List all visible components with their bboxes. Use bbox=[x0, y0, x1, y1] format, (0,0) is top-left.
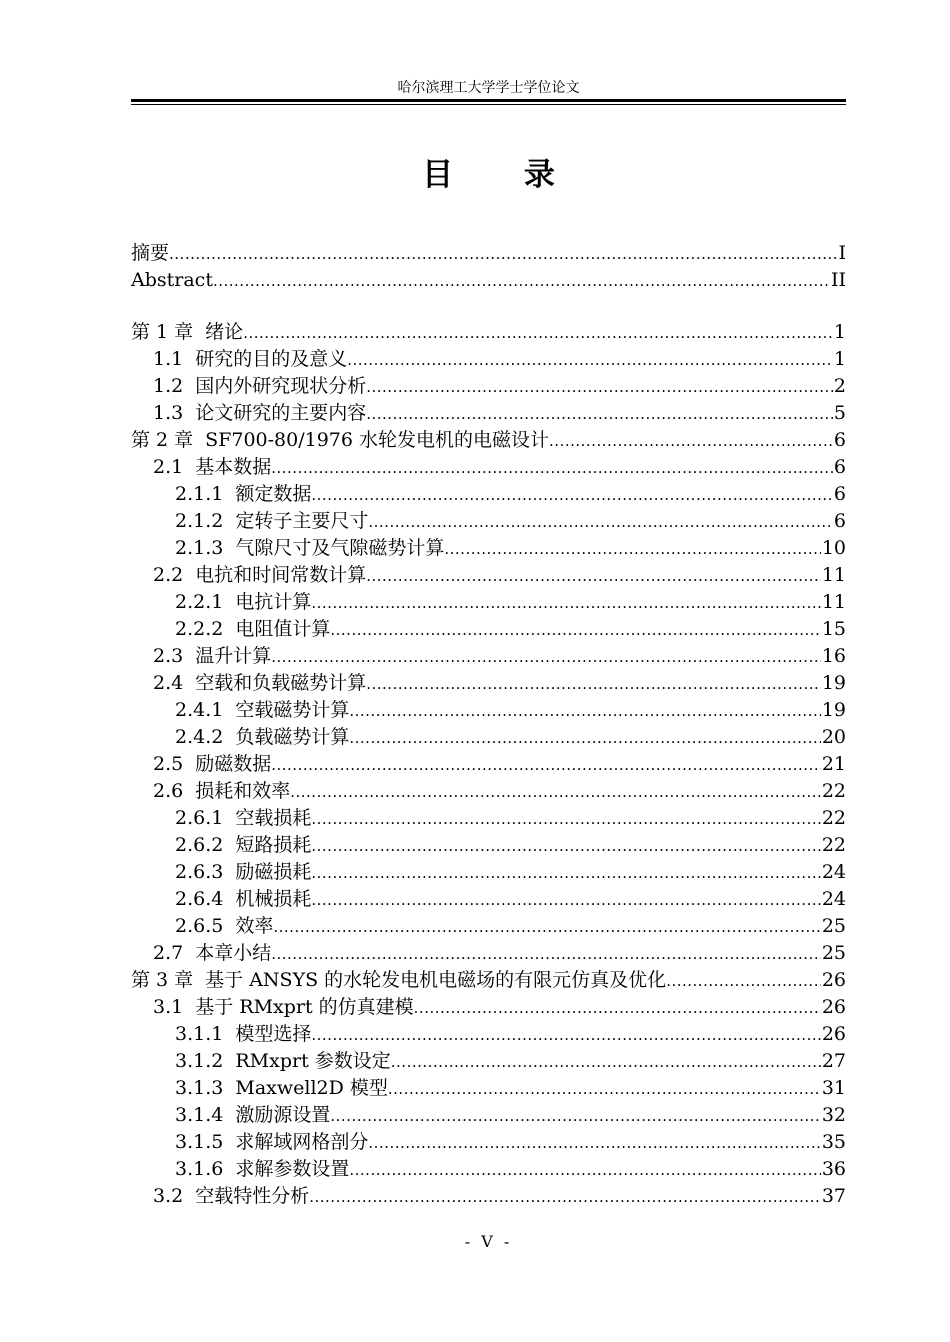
toc-entry[interactable] bbox=[131, 913, 846, 940]
toc-entry-number: 3.1.2 bbox=[175, 1050, 224, 1072]
toc-entry-number: 3.1.5 bbox=[175, 1131, 224, 1153]
toc-entry[interactable] bbox=[131, 1183, 846, 1210]
toc-entry-label: 额定数据 bbox=[235, 483, 312, 505]
toc-entry-page: I bbox=[838, 242, 846, 264]
toc-entry[interactable] bbox=[131, 346, 846, 373]
toc-dot-leader bbox=[311, 1022, 820, 1049]
toc-entry-label: 电抗和时间常数计算 bbox=[195, 564, 367, 586]
toc-dot-leader bbox=[311, 590, 820, 617]
toc-entry[interactable] bbox=[131, 751, 846, 778]
toc-dot-leader bbox=[666, 968, 821, 995]
toc-entry[interactable] bbox=[131, 535, 846, 562]
toc-dot-leader bbox=[366, 563, 821, 590]
toc-entry-page: 6 bbox=[833, 483, 846, 505]
toc-entry-number: 1.1 bbox=[153, 348, 184, 370]
toc-entry-label: 本章小结 bbox=[195, 942, 272, 964]
toc-entry-number: 2.6.1 bbox=[175, 807, 224, 829]
toc-dot-leader bbox=[549, 428, 833, 455]
toc-entry[interactable] bbox=[131, 805, 846, 832]
toc-entry[interactable] bbox=[131, 1102, 846, 1129]
toc-entry-number: 第 3 章 bbox=[131, 969, 194, 991]
toc-entry[interactable] bbox=[131, 994, 846, 1021]
toc-entry-page: 37 bbox=[821, 1185, 846, 1207]
toc-entry-label: 定转子主要尺寸 bbox=[235, 510, 369, 532]
toc-entry[interactable] bbox=[131, 1021, 846, 1048]
toc-entry-page: 26 bbox=[821, 1023, 846, 1045]
toc-entry-number: 3.1.6 bbox=[175, 1158, 224, 1180]
toc-dot-leader bbox=[368, 509, 833, 536]
toc-dot-leader bbox=[349, 1157, 820, 1184]
toc-entry-page: 19 bbox=[821, 699, 846, 721]
toc-entry[interactable] bbox=[131, 1075, 846, 1102]
toc-dot-leader bbox=[271, 941, 821, 968]
toc-entry-page: 35 bbox=[821, 1131, 846, 1153]
toc-dot-leader bbox=[311, 860, 820, 887]
toc-entry-label: 空载特性分析 bbox=[195, 1185, 310, 1207]
toc-entry-number: 第 1 章 bbox=[131, 321, 194, 343]
toc-dot-leader bbox=[271, 752, 821, 779]
toc-entry-number: 3.1.1 bbox=[175, 1023, 224, 1045]
toc-dot-leader bbox=[309, 1184, 821, 1211]
toc-entry[interactable] bbox=[131, 481, 846, 508]
toc-entry[interactable] bbox=[131, 373, 846, 400]
toc-entry-number: 2.1 bbox=[153, 456, 184, 478]
toc-entry-number: 2.2.2 bbox=[175, 618, 224, 640]
toc-entry[interactable] bbox=[131, 697, 846, 724]
toc-entry[interactable] bbox=[131, 562, 846, 589]
toc-dot-leader bbox=[290, 779, 821, 806]
toc-entry-label: 空载和负载磁势计算 bbox=[195, 672, 367, 694]
toc-entry[interactable] bbox=[131, 967, 846, 994]
toc-dot-leader bbox=[349, 725, 820, 752]
toc-entry-page: 10 bbox=[821, 537, 846, 559]
header-rule-thin bbox=[131, 104, 846, 105]
toc-entry-label: SF700-80/1976 水轮发电机的电磁设计 bbox=[205, 429, 550, 451]
toc-entry[interactable] bbox=[131, 454, 846, 481]
toc-entry-label: 温升计算 bbox=[195, 645, 272, 667]
toc-entry-page: 6 bbox=[833, 429, 846, 451]
toc-dot-leader bbox=[169, 241, 837, 268]
toc-entry-page: 6 bbox=[833, 510, 846, 532]
toc-entry-number: 2.6 bbox=[153, 780, 184, 802]
toc-dot-leader bbox=[213, 268, 830, 295]
toc-dot-leader bbox=[414, 995, 821, 1022]
toc-entry[interactable] bbox=[131, 508, 846, 535]
toc-entry[interactable] bbox=[131, 886, 846, 913]
toc-entry-page: 6 bbox=[833, 456, 846, 478]
toc-dot-leader bbox=[366, 374, 833, 401]
toc-entry-number: 2.6.3 bbox=[175, 861, 224, 883]
toc-entry-label: 励磁数据 bbox=[195, 753, 272, 775]
toc-entry-label: 机械损耗 bbox=[235, 888, 312, 910]
toc-dot-leader bbox=[273, 914, 820, 941]
toc-entry-label: 负载磁势计算 bbox=[235, 726, 350, 748]
toc-entry-number: 2.2 bbox=[153, 564, 184, 586]
toc-entry[interactable] bbox=[131, 616, 846, 643]
toc-entry[interactable] bbox=[131, 319, 846, 346]
toc-entry-label: 空载损耗 bbox=[235, 807, 312, 829]
toc-entry-number: 第 2 章 bbox=[131, 429, 194, 451]
toc-entry-number: 3.2 bbox=[153, 1185, 184, 1207]
header-rule-thick bbox=[131, 99, 846, 102]
toc-entry-page: 32 bbox=[821, 1104, 846, 1126]
toc-entry-page: 22 bbox=[821, 834, 846, 856]
page-number: - V - bbox=[464, 1232, 513, 1251]
toc-entry-label: 绪论 bbox=[205, 321, 244, 343]
toc-entry-number: 2.5 bbox=[153, 753, 184, 775]
toc-entry-page: 25 bbox=[821, 942, 846, 964]
toc-entry[interactable] bbox=[131, 1156, 846, 1183]
toc-entry-page: 27 bbox=[821, 1050, 846, 1072]
toc-entry-page: 25 bbox=[821, 915, 846, 937]
toc-entry-page: 36 bbox=[821, 1158, 846, 1180]
toc-entry-label: 求解参数设置 bbox=[235, 1158, 350, 1180]
toc-dot-leader bbox=[444, 536, 820, 563]
toc-dot-leader bbox=[368, 1130, 820, 1157]
toc-entry-page: 31 bbox=[821, 1077, 846, 1099]
toc-entry-page: 19 bbox=[821, 672, 846, 694]
toc-entry-number: 2.1.2 bbox=[175, 510, 224, 532]
toc-entry[interactable] bbox=[131, 589, 846, 616]
toc-entry-number: 2.6.2 bbox=[175, 834, 224, 856]
toc-entry-page: 26 bbox=[821, 996, 846, 1018]
toc-entry-number: 2.1.1 bbox=[175, 483, 224, 505]
toc-entry-number: 2.3 bbox=[153, 645, 184, 667]
toc-entry[interactable] bbox=[131, 267, 846, 294]
toc-entry-number: 2.4 bbox=[153, 672, 184, 694]
toc-entry-label: 摘要 bbox=[131, 242, 170, 264]
toc-entry-label: 效率 bbox=[235, 915, 274, 937]
toc-entry-label: 电阻值计算 bbox=[235, 618, 331, 640]
toc-dot-leader bbox=[366, 401, 833, 428]
toc-entry-label: 空载磁势计算 bbox=[235, 699, 350, 721]
toc-dot-leader bbox=[271, 644, 821, 671]
toc-entry[interactable] bbox=[131, 1048, 846, 1075]
toc-dot-leader bbox=[311, 482, 833, 509]
toc-entry[interactable] bbox=[131, 1129, 846, 1156]
toc-dot-leader bbox=[330, 617, 820, 644]
toc-entry-number: 2.4.1 bbox=[175, 699, 224, 721]
toc-entry-number: 2.4.2 bbox=[175, 726, 224, 748]
toc-entry-label: 基本数据 bbox=[195, 456, 272, 478]
toc-dot-leader bbox=[311, 887, 820, 914]
toc-entry-label: 励磁损耗 bbox=[235, 861, 312, 883]
toc-entry[interactable] bbox=[131, 643, 846, 670]
toc-entry-page: 21 bbox=[821, 753, 846, 775]
toc-dot-leader bbox=[330, 1103, 820, 1130]
toc-entry-page: 24 bbox=[821, 861, 846, 883]
toc-entry[interactable] bbox=[131, 427, 846, 454]
toc-dot-leader bbox=[347, 347, 833, 374]
toc-entry-page: 1 bbox=[833, 321, 846, 343]
toc-entry-number: 3.1.4 bbox=[175, 1104, 224, 1126]
toc-entry-page: 1 bbox=[833, 348, 846, 370]
toc-entry[interactable] bbox=[131, 400, 846, 427]
running-header: 哈尔滨理工大学学士学位论文 bbox=[397, 80, 580, 96]
toc-entry[interactable] bbox=[131, 859, 846, 886]
toc-dot-leader bbox=[311, 833, 820, 860]
toc-entry-page: 15 bbox=[821, 618, 846, 640]
toc-entry-page: 26 bbox=[821, 969, 846, 991]
toc-dot-leader bbox=[243, 320, 833, 347]
toc-entry-page: II bbox=[830, 269, 846, 291]
toc-entry-number: 3.1 bbox=[153, 996, 184, 1018]
toc-entry-label: Abstract bbox=[131, 269, 213, 291]
toc-entry[interactable] bbox=[131, 240, 846, 267]
toc-dot-leader bbox=[388, 1076, 821, 1103]
toc-entry-label: 气隙尺寸及气隙磁势计算 bbox=[235, 537, 445, 559]
toc-dot-leader bbox=[366, 671, 821, 698]
toc-entry-number: 1.3 bbox=[153, 402, 184, 424]
toc-entry-label: RMxprt 参数设定 bbox=[235, 1050, 391, 1072]
toc-entry-label: 研究的目的及意义 bbox=[195, 348, 348, 370]
toc-dot-leader bbox=[349, 698, 820, 725]
toc-entry-label: 模型选择 bbox=[235, 1023, 312, 1045]
table-of-contents bbox=[131, 240, 846, 1210]
toc-entry-label: 电抗计算 bbox=[235, 591, 312, 613]
toc-dot-leader bbox=[271, 455, 833, 482]
toc-entry-label: 损耗和效率 bbox=[195, 780, 291, 802]
toc-entry-number: 2.1.3 bbox=[175, 537, 224, 559]
toc-entry-page: 24 bbox=[821, 888, 846, 910]
toc-entry-label: 基于 RMxprt 的仿真建模 bbox=[195, 996, 414, 1018]
toc-entry-page: 11 bbox=[821, 564, 846, 586]
toc-entry-label: Maxwell2D 模型 bbox=[235, 1077, 388, 1099]
toc-entry-label: 激励源设置 bbox=[235, 1104, 331, 1126]
toc-entry-label: 基于 ANSYS 的水轮发电机电磁场的有限元仿真及优化 bbox=[205, 969, 667, 991]
toc-entry[interactable] bbox=[131, 670, 846, 697]
toc-entry-label: 求解域网格剖分 bbox=[235, 1131, 369, 1153]
toc-entry-number: 1.2 bbox=[153, 375, 184, 397]
toc-entry-page: 20 bbox=[821, 726, 846, 748]
toc-entry-label: 短路损耗 bbox=[235, 834, 312, 856]
toc-entry-page: 11 bbox=[821, 591, 846, 613]
toc-entry-page: 2 bbox=[833, 375, 846, 397]
toc-entry-number: 2.6.4 bbox=[175, 888, 224, 910]
toc-entry[interactable] bbox=[131, 940, 846, 967]
toc-entry[interactable] bbox=[131, 832, 846, 859]
toc-title: 目 录 bbox=[422, 157, 585, 193]
toc-entry-page: 5 bbox=[833, 402, 846, 424]
toc-entry[interactable] bbox=[131, 778, 846, 805]
toc-entry-number: 2.7 bbox=[153, 942, 184, 964]
toc-dot-leader bbox=[391, 1049, 821, 1076]
toc-entry-label: 国内外研究现状分析 bbox=[195, 375, 367, 397]
toc-entry-number: 3.1.3 bbox=[175, 1077, 224, 1099]
toc-entry-page: 16 bbox=[821, 645, 846, 667]
toc-entry-page: 22 bbox=[821, 780, 846, 802]
toc-entry-number: 2.6.5 bbox=[175, 915, 224, 937]
toc-entry[interactable] bbox=[131, 724, 846, 751]
toc-entry-label: 论文研究的主要内容 bbox=[195, 402, 367, 424]
toc-entry-number: 2.2.1 bbox=[175, 591, 224, 613]
toc-dot-leader bbox=[311, 806, 820, 833]
toc-entry-page: 22 bbox=[821, 807, 846, 829]
